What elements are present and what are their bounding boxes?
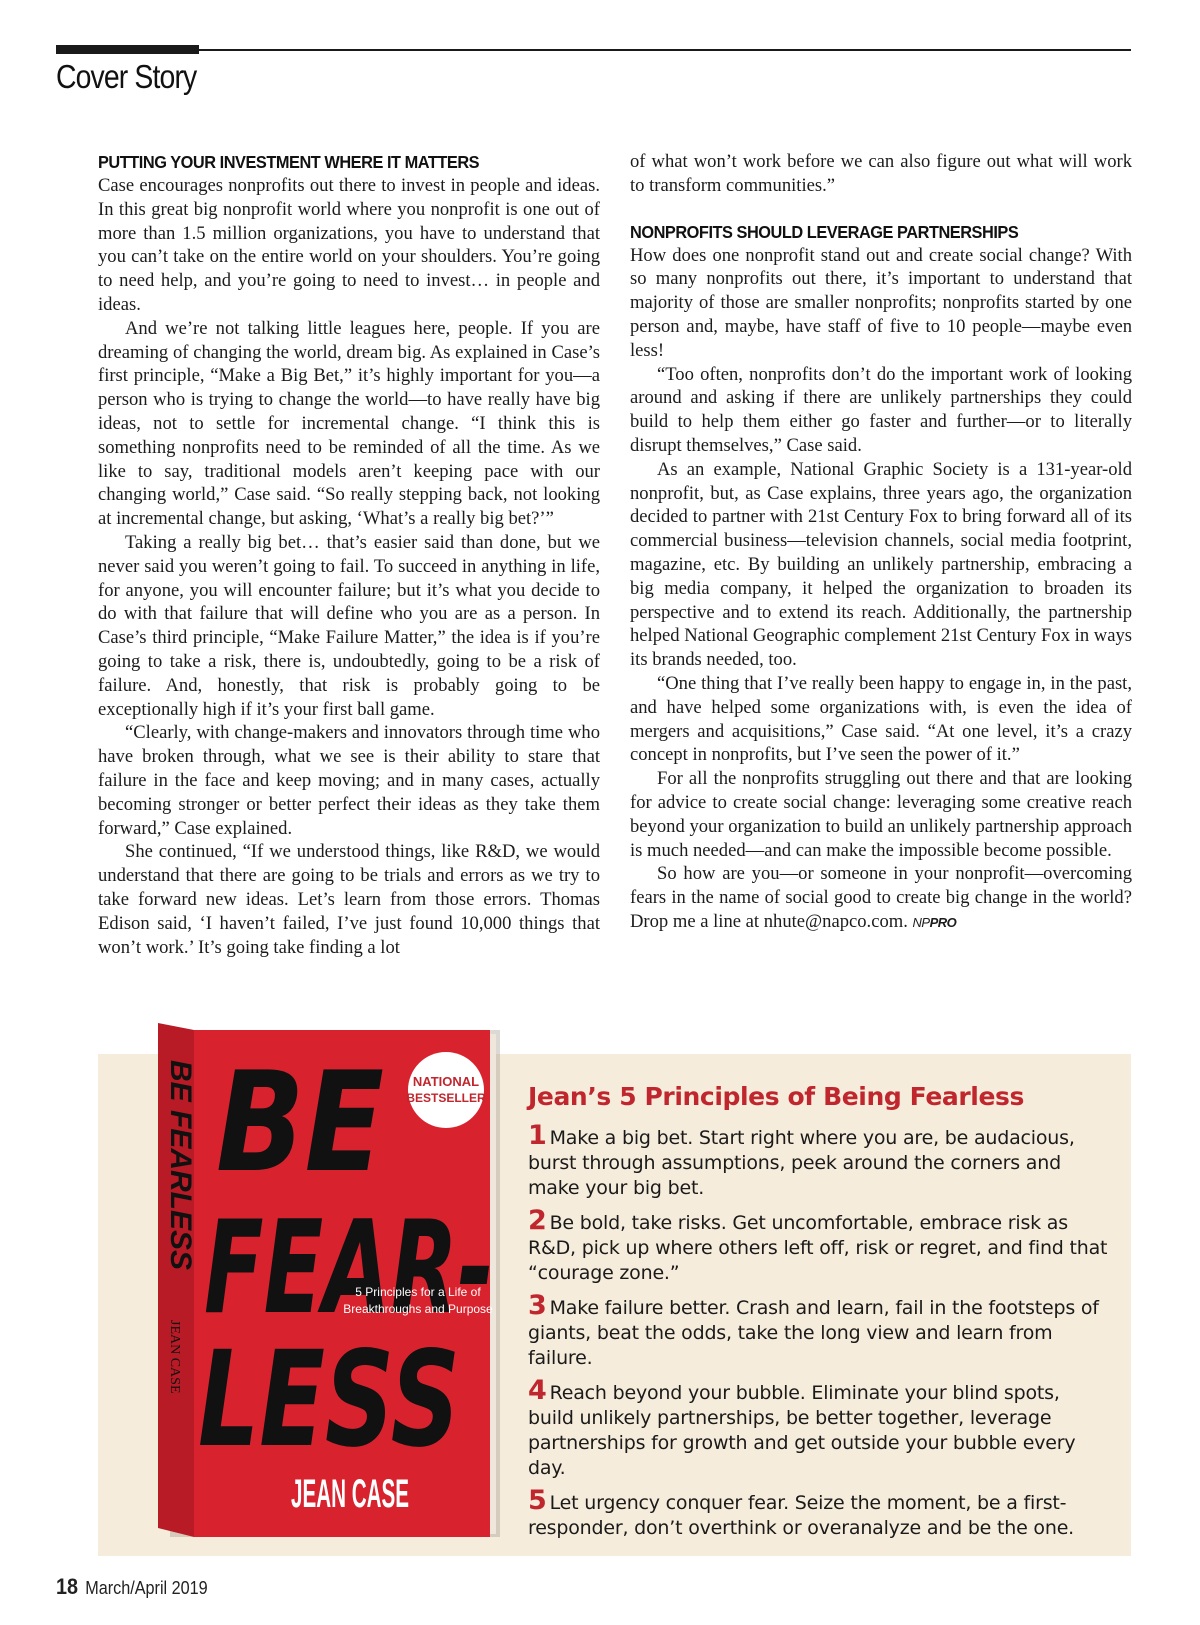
page-number: 18 <box>56 1574 79 1599</box>
article-paragraph: As an example, National Graphic Society is a 131-year-old nonprofit, but, as Case explains, three years ago, the organization decided to partner with 21st Century Fox to bring forward all of its commercial business—television channels, social media footprint, magazine, etc. By building an unlikely partnership, embracing a big media company, it helped the organization to broaden its perspective and to extend its reach. Additionally, the partnership helped National Geographic complement 21st Century Fox in ways its brands needed, too. <box>630 458 1132 671</box>
cover-subtitle-line2: Breakthroughs and Purpose <box>343 1302 493 1316</box>
book-cover-image <box>158 1020 500 1537</box>
npro-signature: NPPRO <box>912 914 957 930</box>
spine-title: BE FEARLESS <box>164 1060 197 1271</box>
right-heading: NONPROFITS SHOULD LEVERAGE PARTNERSHIPS <box>630 221 1019 242</box>
article-paragraph: She continued, “If we understood things, like R&D, we would understand that there are going to be trials and errors as we try to take forward new ideas. Let’s learn from those errors. Thomas Edison said, ‘I haven’t failed, I’ve just found 10,000 things that won’t work.’ It’s going take finding a lot <box>98 841 600 958</box>
principle-item: 2 Be bold, take risks. Get uncomfortable, embrace risk as R&D, pick up where others left off, risk or regret, and find that “courage zone.” <box>528 1205 1108 1284</box>
cover-title-line1: BE <box>216 1042 384 1203</box>
article-paragraph: “One thing that I’ve really been happy to engage in, in the past, and have helped some organizations with, is even the idea of mergers and acquisitions,” Case said. “At one level, it’s a crazy concept in nonprofits, but I’ve seen the power of it.” <box>630 672 1132 766</box>
article-paragraph: “Clearly, with change-makers and innovators through time who have broken through, what we see is their ability to stare that failure in the face and keep moving; and in many cases, actually becoming stronger or better perfect their ideas as they take them forward,” Case explained. <box>98 722 600 839</box>
article-paragraph: For all the nonprofits struggling out there and that are looking for advice to create social change: leveraging some creative reach beyond your organization to build an unlikely partnership approach is much needed—and can make the impossible become possible. <box>630 768 1132 861</box>
spine-author: JEAN CASE <box>167 1320 182 1394</box>
issue-date: March/April 2019 <box>85 1578 208 1598</box>
section-label: Cover Story <box>56 58 197 95</box>
article-paragraph: Taking a really big bet… that’s easier said than done, but we never said you weren’t going to fail. To succeed in anything in life, for anyone, you will encounter failure; but it’s what you decide to do with that failure that will define who you are as a person. In Case’s third principle, “Make Failure Matter,” the idea is if you’re going to take a risk, there is, undoubtedly, going to be a risk of failure. And, honestly, that risk is probably going to be exceptionally high if it’s your first ball game. <box>98 531 600 720</box>
article-paragraph: How does one nonprofit stand out and create social change? With so many nonprofits out there, it’s important to understand that majority of those are smaller nonprofits; nonprofits started by one person and, maybe, have staff of five to 10 people—maybe even less! <box>630 244 1132 361</box>
header-rule-thick <box>56 45 199 54</box>
closing-text: So how are you—or someone in your nonprofit—overcoming fears in the name of social good to create big change in the world? Drop me a line at nhute@napco.com. <box>630 863 1132 932</box>
principle-item: 3 Make failure better. Crash and learn, fail in the footsteps of giants, beat the odds, take the long view and learn from failure. <box>528 1290 1099 1369</box>
badge-line2: BESTSELLER <box>406 1091 486 1105</box>
article-paragraph: Case encourages nonprofits out there to invest in people and ideas. In this great big nonprofit world where you nonprofit is one out of more than 1.5 million organizations, you have to understand that you can’t take on the entire world on your shoulders. You’re going to need help, and you’re going to need to invest… in people and ideas. <box>98 175 600 315</box>
cover-title-line2: FEAR- <box>204 1194 494 1343</box>
article-paragraph: And we’re not talking little leagues here, people. If you are dreaming of changing the world, dream big. As explained in Case’s first principle, “Make a Big Bet,” it’s highly important for you—a person who is trying to change the world—to have really have big ideas, not to settle for incremental change. “I think this is something nonprofits need to be reminded of all the time. As we like to say, traditional models aren’t keeping pace with our changing world,” Case said. “So really stepping back, not looking at incremental change, but asking, ‘What’s a really big bet?’” <box>98 317 600 530</box>
badge-line1: NATIONAL <box>412 1074 480 1089</box>
principle-item: 1 Make a big bet. Start right where you are, be audacious, burst through assumptions, peek around the corners and make your big bet. <box>528 1120 1075 1199</box>
sidebar-title: Jean’s 5 Principles of Being Fearless <box>528 1082 1024 1111</box>
bestseller-badge <box>408 1052 484 1128</box>
cover-subtitle-line1: 5 Principles for a Life of <box>355 1285 481 1299</box>
right-column <box>630 150 1132 935</box>
article-paragraph: “Too often, nonprofits don’t do the important work of looking around and asking if there are unlikely partnerships they could build to help them either go faster and further—or to literally disrupt themselves,” Case said. <box>630 363 1132 456</box>
page-footer <box>56 1574 208 1600</box>
cover-author: JEAN CASE <box>291 1472 409 1516</box>
cover-title-line3: LESS <box>198 1323 460 1477</box>
principle-item: 4 Reach beyond your bubble. Eliminate your blind spots, build unlikely partnerships, be better together, leverage partnerships for growth and get outside your bubble every day. <box>528 1375 1076 1479</box>
continued-paragraph: of what won’t work before we can also figure out what will work to transform communities.” <box>630 151 1132 196</box>
left-heading: PUTTING YOUR INVESTMENT WHERE IT MATTERS <box>98 152 480 172</box>
closing-paragraph <box>630 862 1132 934</box>
header-rule-thin <box>199 49 1131 51</box>
principle-item: 5 Let urgency conquer fear. Seize the moment, be a first-responder, don’t overthink or overanalyze and be the one. <box>528 1485 1075 1539</box>
left-column <box>98 150 600 959</box>
principles-list <box>528 1082 1108 1548</box>
